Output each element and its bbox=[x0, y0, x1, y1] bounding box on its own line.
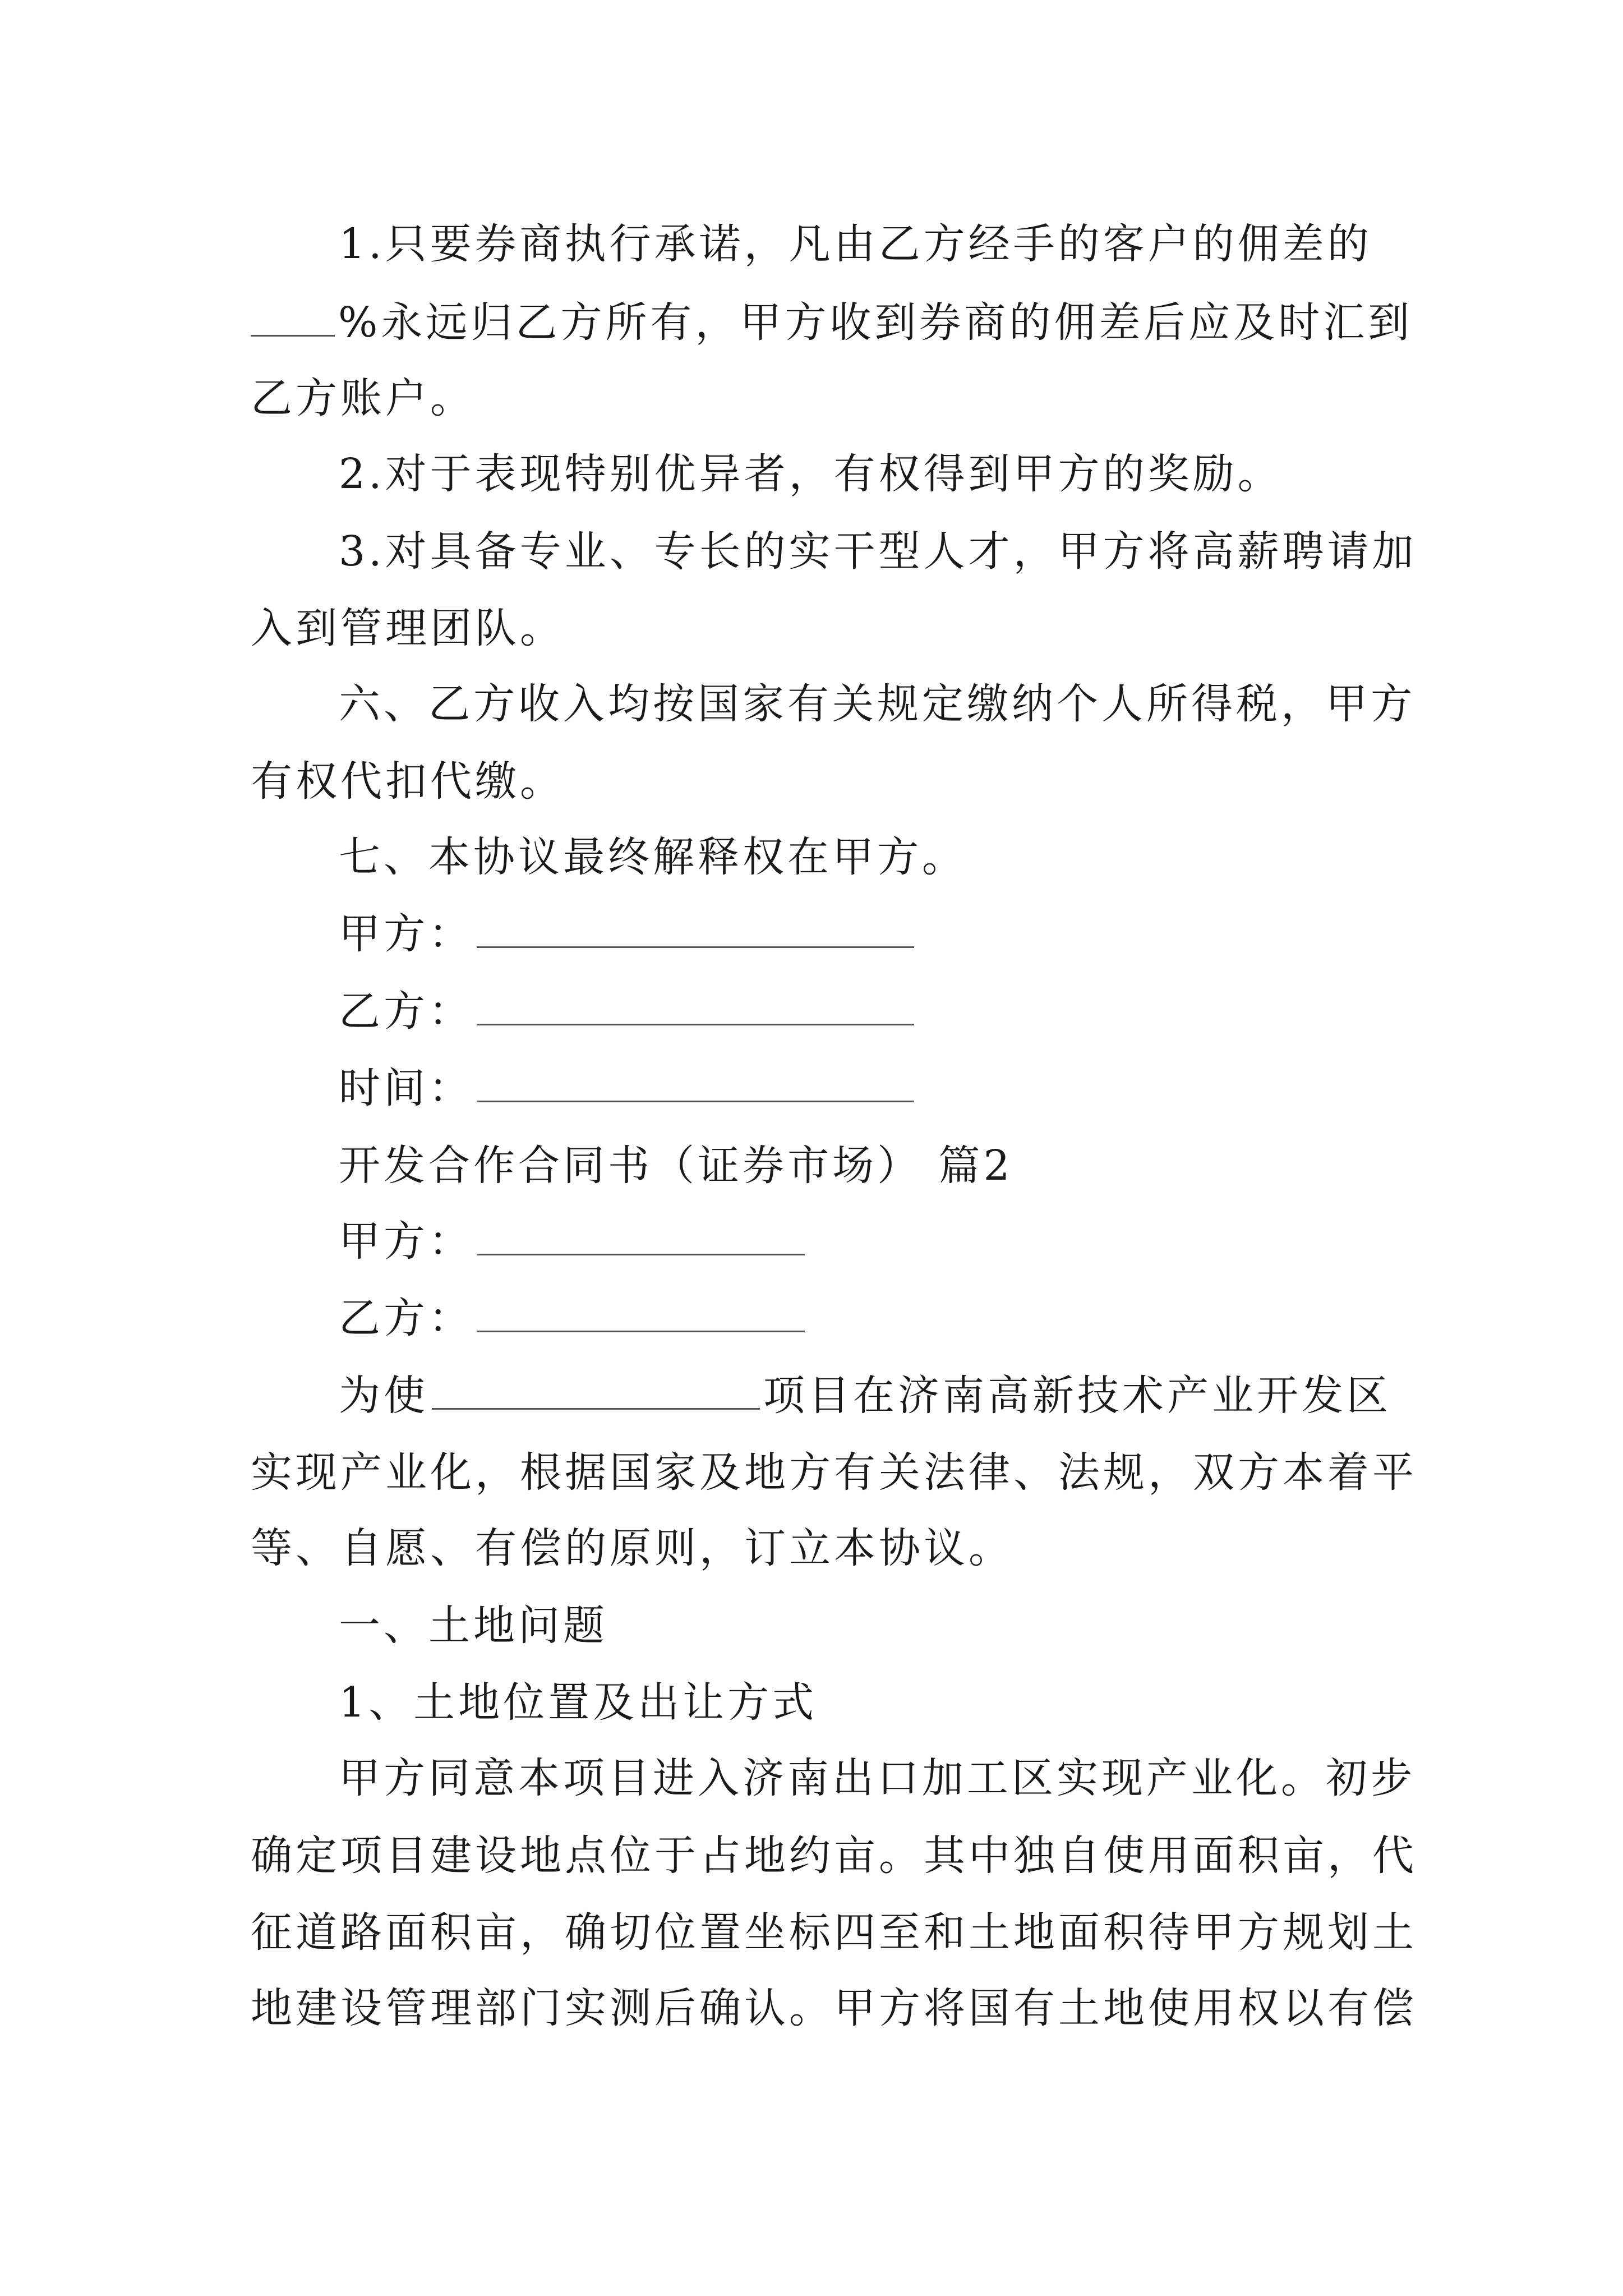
clause-1-end-text: 乙方账户。 bbox=[251, 374, 475, 422]
percentage-blank bbox=[251, 296, 335, 337]
section-6-end bbox=[251, 753, 1389, 809]
section-7-line bbox=[339, 829, 1477, 885]
clause-1-text: 1.只要券商执行承诺，凡由乙方经手的客户的佣差的 bbox=[339, 220, 1372, 268]
clause-3-text: 3.对具备专业、专长的实干型人才，甲方将高薪聘请加 bbox=[339, 527, 1417, 576]
clause-3-end bbox=[251, 600, 1389, 656]
clause-3-end-text: 入到管理团队。 bbox=[251, 604, 565, 652]
party-b-signature-line bbox=[339, 983, 1477, 1039]
purpose-prefix: 为使 bbox=[339, 1372, 428, 1420]
land-paragraph-line-2 bbox=[251, 1828, 1417, 1884]
land-paragraph-line-4-text: 地建设管理部门实测后确认。甲方将国有土地使用权以有偿 bbox=[251, 1984, 1417, 2032]
land-paragraph-line-3-text: 征道路面积亩，确切位置坐标四至和土地面积待甲方规划土 bbox=[251, 1908, 1417, 1957]
section-6-text: 六、乙方收入均按国家有关规定缴纳个人所得税，甲方 bbox=[339, 680, 1415, 728]
contract-2-party-b-blank bbox=[477, 1291, 805, 1332]
purpose-line bbox=[339, 1368, 1477, 1424]
land-paragraph-line-2-text: 确定项目建设地点位于占地约亩。其中独自使用面积亩，代 bbox=[251, 1832, 1417, 1880]
purpose-continuation-2-text: 等、自愿、有偿的原则，订立本协议。 bbox=[251, 1524, 1013, 1572]
land-paragraph-line-3 bbox=[251, 1904, 1417, 1961]
project-name-blank bbox=[432, 1369, 760, 1410]
purpose-continuation-1 bbox=[251, 1444, 1417, 1501]
land-paragraph-line-1 bbox=[339, 1750, 1477, 1806]
contract-2-party-a-blank bbox=[477, 1214, 805, 1255]
contract-2-title-line bbox=[339, 1138, 1477, 1194]
land-paragraph-line-4 bbox=[251, 1980, 1417, 2036]
clause-1-line bbox=[339, 216, 1477, 272]
clause-1-continuation-text: %永远归乙方所有，甲方收到券商的佣差后应及时汇到 bbox=[338, 298, 1413, 347]
clause-2-text: 2.对于表现特别优异者，有权得到甲方的奖励。 bbox=[339, 450, 1283, 498]
clause-2-line bbox=[339, 446, 1477, 502]
purpose-suffix: 项目在济南高新技术产业开发区 bbox=[763, 1372, 1391, 1420]
party-a-signature-line bbox=[339, 906, 1477, 962]
clause-1-continuation bbox=[251, 295, 1413, 351]
party-b-label: 乙方： bbox=[339, 987, 473, 1036]
subsection-1-heading: 1、土地位置及出让方式 bbox=[339, 1678, 818, 1727]
contract-2-party-a-label: 甲方： bbox=[339, 1217, 473, 1266]
party-b-blank bbox=[477, 984, 914, 1025]
purpose-continuation-1-text: 实现产业化，根据国家及地方有关法律、法规，双方本着平 bbox=[251, 1448, 1417, 1497]
party-a-label: 甲方： bbox=[339, 910, 473, 958]
section-6-end-text: 有权代扣代缴。 bbox=[251, 757, 565, 806]
section-6-line bbox=[339, 676, 1477, 732]
date-label: 时间： bbox=[339, 1064, 473, 1112]
subsection-1-heading-line bbox=[339, 1674, 1477, 1731]
contract-2-party-b-line bbox=[339, 1290, 1477, 1346]
clause-3-line bbox=[339, 523, 1477, 579]
contract-2-party-a-line bbox=[339, 1213, 1477, 1269]
land-paragraph-line-1-text: 甲方同意本项目进入济南出口加工区实现产业化。初步 bbox=[339, 1754, 1415, 1802]
party-a-blank bbox=[477, 907, 914, 948]
section-1-heading-line bbox=[339, 1598, 1477, 1654]
contract-2-party-b-label: 乙方： bbox=[339, 1294, 473, 1342]
section-7-text: 七、本协议最终解释权在甲方。 bbox=[339, 833, 967, 881]
contract-2-title: 开发合作合同书（证券市场） 篇2 bbox=[339, 1142, 1013, 1190]
purpose-continuation-2 bbox=[251, 1520, 1389, 1576]
date-signature-line bbox=[339, 1060, 1477, 1116]
clause-1-end bbox=[251, 370, 1389, 426]
section-1-heading: 一、土地问题 bbox=[339, 1602, 608, 1650]
date-blank bbox=[477, 1061, 914, 1102]
